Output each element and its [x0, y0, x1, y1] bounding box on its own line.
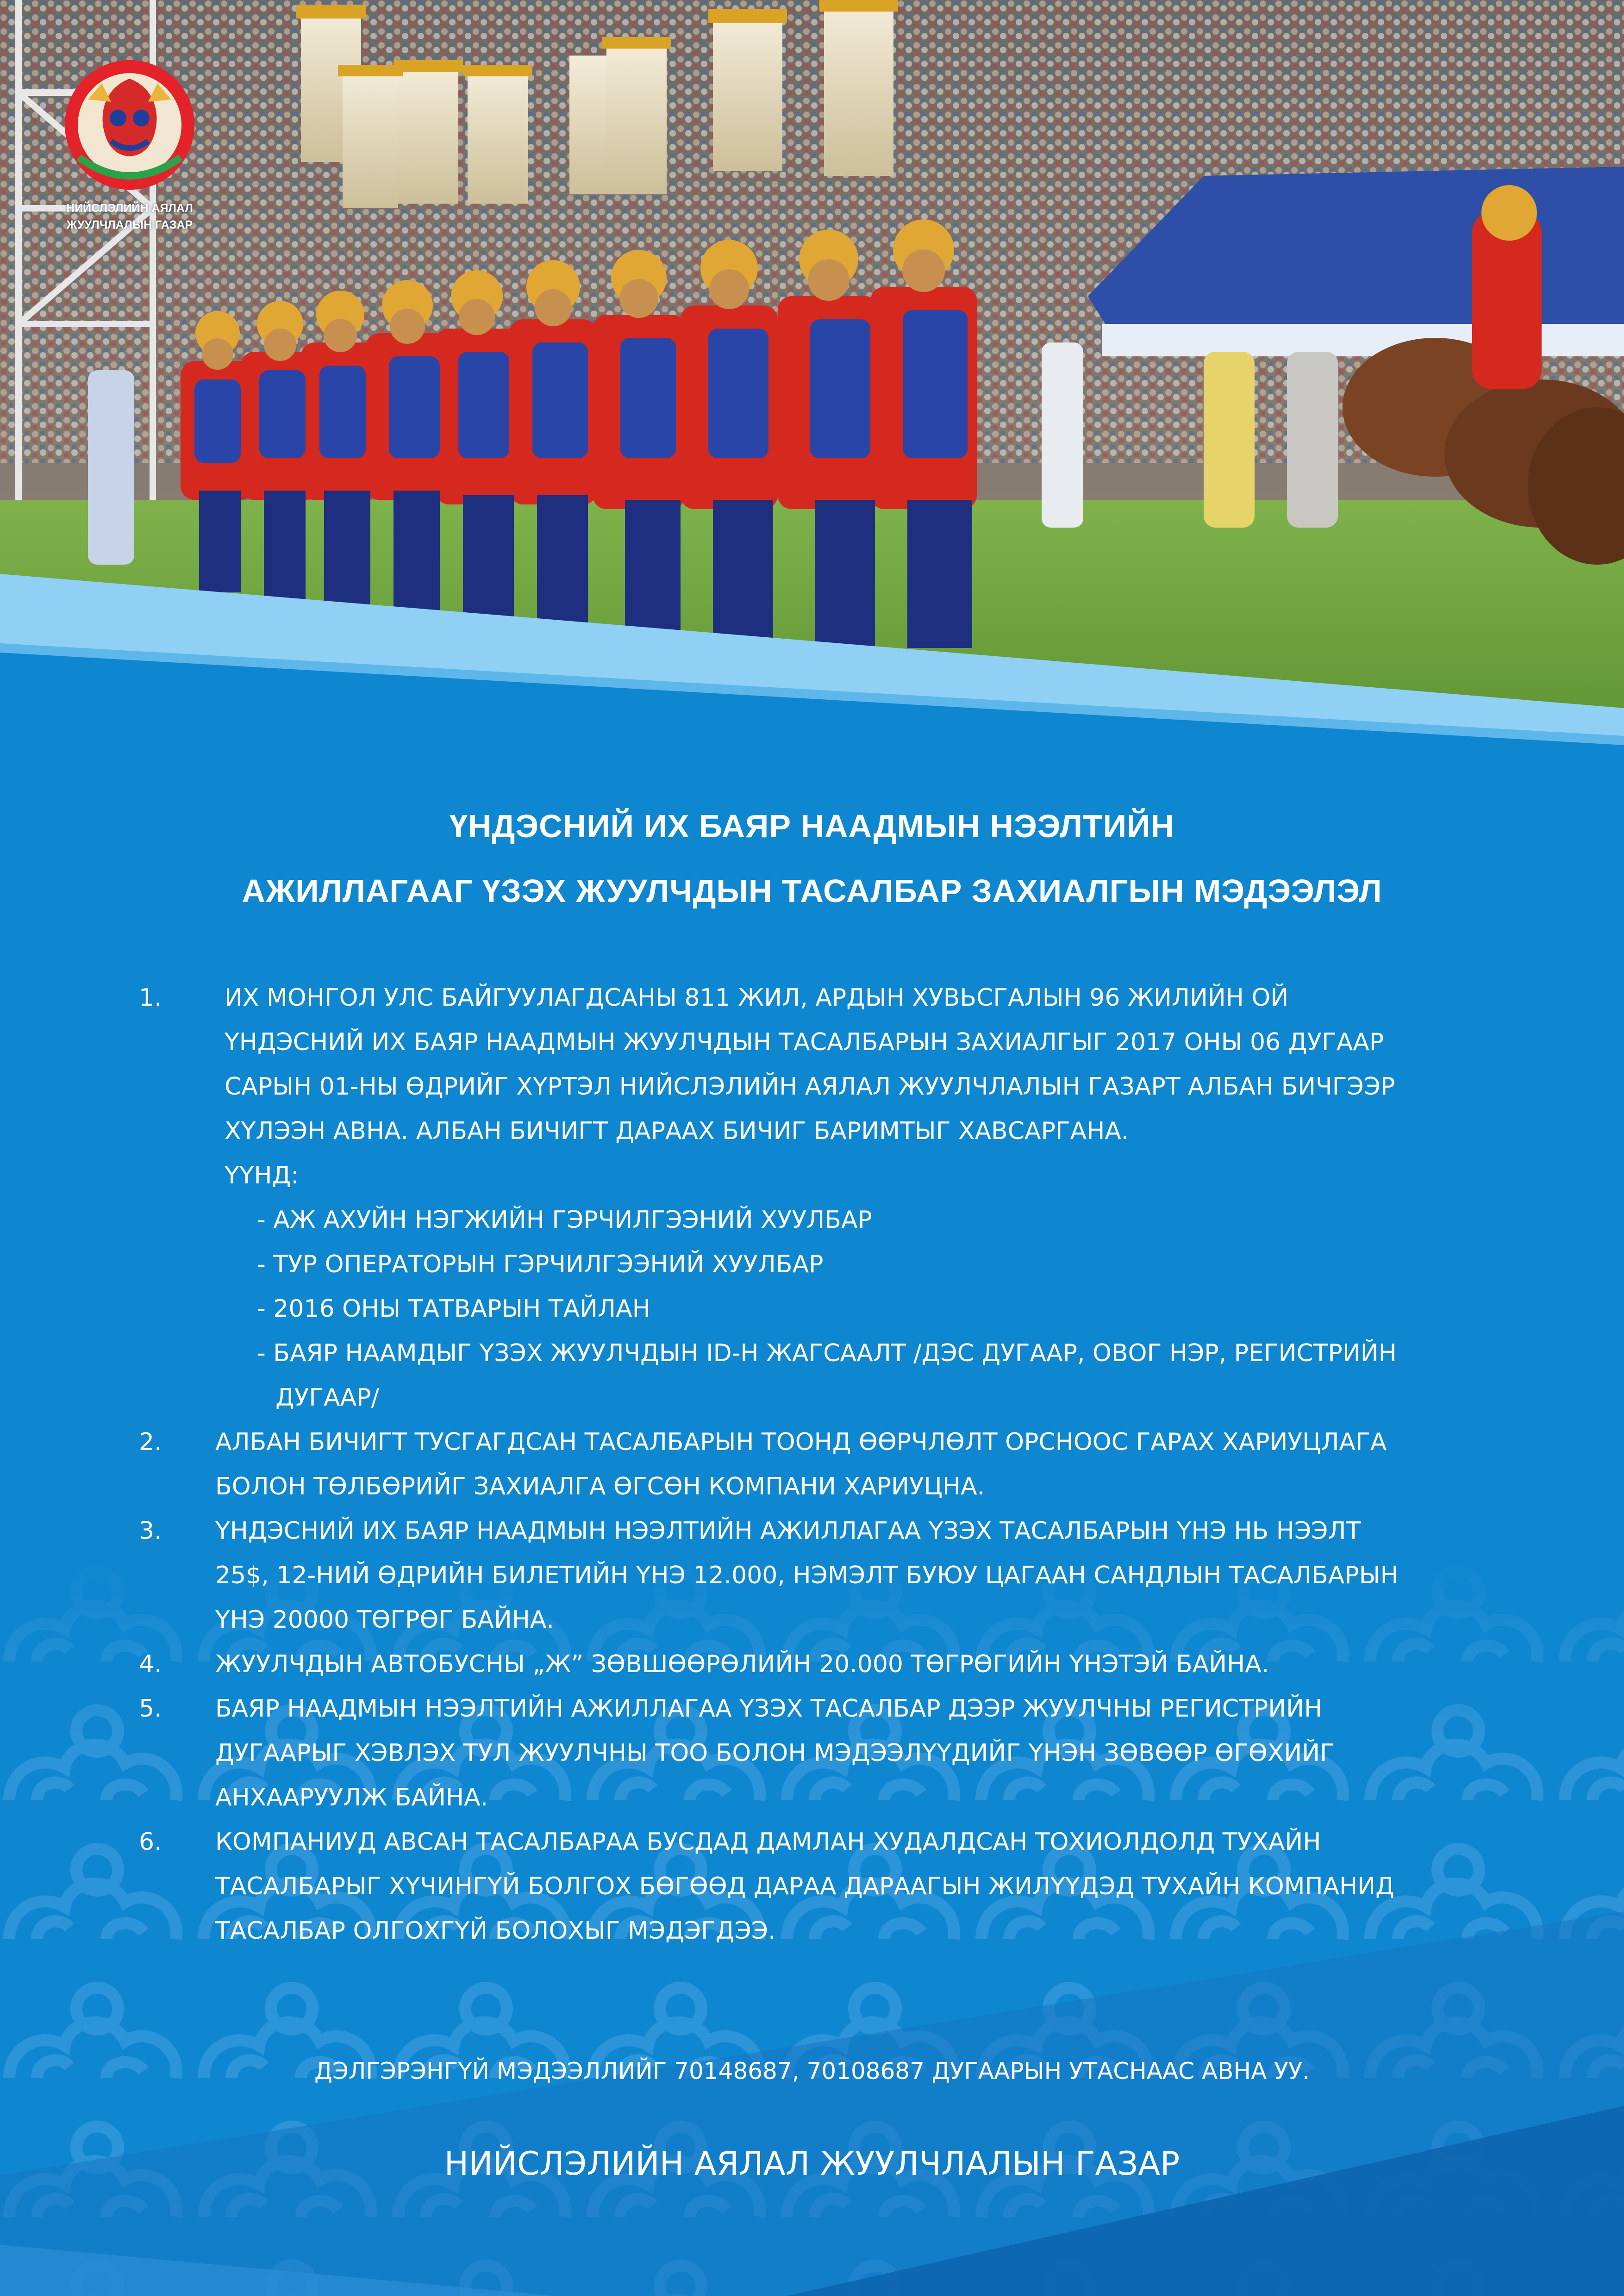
contact-info: ДЭЛГЭРЭНГҮЙ МЭДЭЭЛЛИЙГ 70148687, 70108687 ДУГААРЫН УТАСНААС АВНА УУ. [314, 2058, 1310, 2084]
item-line: ТАСАЛБАРЫГ ХҮЧИНГҮЙ БОЛГОХ БӨГӨӨД ДАРАА ДАРААГЫН ЖИЛҮҮДЭД ТУХАЙН КОМПАНИД [215, 1873, 1394, 1900]
item-line: ИХ МОНГОЛ УЛС БАЙГУУЛАГДСАНЫ 811 ЖИЛ, АРДЫН ХУВЬСГАЛЫН 96 ЖИЛИЙН ОЙ [225, 984, 1289, 1012]
item-line: ҮНДЭСНИЙ ИХ БАЯР НААДМЫН НЭЭЛТИЙН АЖИЛЛАГАА ҮЗЭХ ТАСАЛБАРЫН ҮНЭ НЬ НЭЭЛТ [215, 1517, 1361, 1545]
bullet-item: - БАЯР НААМДЫГ ҮЗЭХ ЖУУЛЧДЫН ID-Н ЖАГСААЛТ /ДЭС ДУГААР, ОВОГ НЭР, РЕГИСТРИЙН [257, 1339, 1397, 1367]
bullet-item: - 2016 ОНЫ ТАТВАРЫН ТАЙЛАН [257, 1295, 650, 1323]
bullet-item: - АЖ АХУЙН НЭГЖИЙН ГЭРЧИЛГЭЭНИЙ ХУУЛБАР [257, 1206, 872, 1234]
bullet-item-continued: ДУГААР/ [275, 1384, 380, 1412]
list-item-4 [139, 1642, 1435, 1686]
title-line-1: ҮНДЭСНИЙ ИХ БАЯР НААДМЫН НЭЭЛТИЙН [450, 808, 1174, 844]
item-line: ХҮЛЭЭН АВНА. АЛБАН БИЧИГТ ДАРААХ БИЧИГ БАРИМТЫГ ХАВСАРГАНА. [225, 1117, 1129, 1145]
item-number: 5. [139, 1695, 162, 1723]
logo-caption-line1: НИЙСЛЭЛИЙН АЯЛАЛ [66, 202, 193, 215]
item-line: КОМПАНИУД АВСАН ТАСАЛБАРАА БУСДАД ДАМЛАН ХУДАЛДСАН ТОХИОЛДОЛД ТУХАЙН [215, 1828, 1321, 1856]
page-title [0, 794, 1624, 923]
item-line: САРЫН 01-НЫ ӨДРИЙГ ХҮРТЭЛ НИЙСЛЭЛИЙН АЯЛАЛ ЖУУЛЧЛАЛЫН ГАЗАРТ АЛБАН БИЧГЭЭР [225, 1073, 1395, 1101]
list-item-2 [139, 1420, 1435, 1509]
item-line: ЖУУЛЧДЫН АВТОБУСНЫ „Ж” ЗӨВШӨӨРӨЛИЙН 20.000 ТӨГРӨГИЙН ҮНЭТЭЙ БАЙНА. [215, 1650, 1269, 1678]
item-number: 1. [139, 984, 162, 1012]
list-item-6 [139, 1820, 1435, 1953]
emblem-icon [60, 56, 199, 194]
item-line: БОЛОН ТӨЛБӨРИЙГ ЗАХИАЛГА ӨГСӨН КОМПАНИ ХАРИУЦНА. [215, 1473, 985, 1500]
item-number: 6. [139, 1828, 162, 1856]
logo-caption-line2: ЖУУЛЧЛАЛЫН ГАЗАР [66, 218, 193, 231]
logo-caption [56, 200, 204, 233]
list-item-3 [139, 1509, 1435, 1642]
item-number: 4. [139, 1650, 162, 1678]
item-subheading: ҮҮНД: [225, 1162, 299, 1189]
item-line: ДУГААРЫГ ХЭВЛЭХ ТУЛ ЖУУЛЧНЫ ТОО БОЛОН МЭДЭЭЛҮҮДИЙГ ҮНЭН ЗӨВӨӨР ӨГӨХИЙГ [215, 1739, 1335, 1767]
item-number: 2. [139, 1428, 162, 1456]
item-line: ҮНДЭСНИЙ ИХ БАЯР НААДМЫН ЖУУЛЧДЫН ТАСАЛБАРЫН ЗАХИАЛГЫГ 2017 ОНЫ 06 ДУГААР [225, 1028, 1384, 1056]
item-line: АЛБАН БИЧИГТ ТУСГАГДСАН ТАСАЛБАРЫН ТООНД ӨӨРЧЛӨЛТ ОРСНООС ГАРАХ ХАРИУЦЛАГА [215, 1428, 1387, 1456]
list-item-5 [139, 1686, 1435, 1820]
item-line: 25$, 12-НИЙ ӨДРИЙН БИЛЕТИЙН ҮНЭ 12.000, НЭМЭЛТ БУЮУ ЦАГААН САНДЛЫН ТАСАЛБАРЫН [215, 1562, 1399, 1589]
list-item-1 [139, 976, 1435, 1420]
title-line-2: АЖИЛЛАГААГ ҮЗЭХ ЖУУЛЧДЫН ТАСАЛБАР ЗАХИАЛГЫН МЭДЭЭЛЭЛ [242, 873, 1382, 909]
item-line: БАЯР НААДМЫН НЭЭЛТИЙН АЖИЛЛАГАА ҮЗЭХ ТАСАЛБАР ДЭЭР ЖУУЛЧНЫ РЕГИСТРИЙН [215, 1695, 1323, 1723]
info-list [139, 976, 1435, 1953]
bullet-item: - ТУР ОПЕРАТОРЫН ГЭРЧИЛГЭЭНИЙ ХУУЛБАР [257, 1251, 824, 1278]
item-line: АНХААРУУЛЖ БАЙНА. [215, 1784, 488, 1811]
item-number: 3. [139, 1517, 162, 1545]
logo [56, 56, 204, 233]
item-line: ТАСАЛБАР ОЛГОХГҮЙ БОЛОХЫГ МЭДЭГДЭЭ. [215, 1917, 776, 1945]
tent-trim [1102, 324, 1624, 356]
organization-name: НИЙСЛЭЛИЙН АЯЛАЛ ЖУУЛЧЛАЛЫН ГАЗАР [444, 2145, 1180, 2183]
item-line: ҮНЭ 20000 ТӨГРӨГ БАЙНА. [215, 1606, 554, 1634]
